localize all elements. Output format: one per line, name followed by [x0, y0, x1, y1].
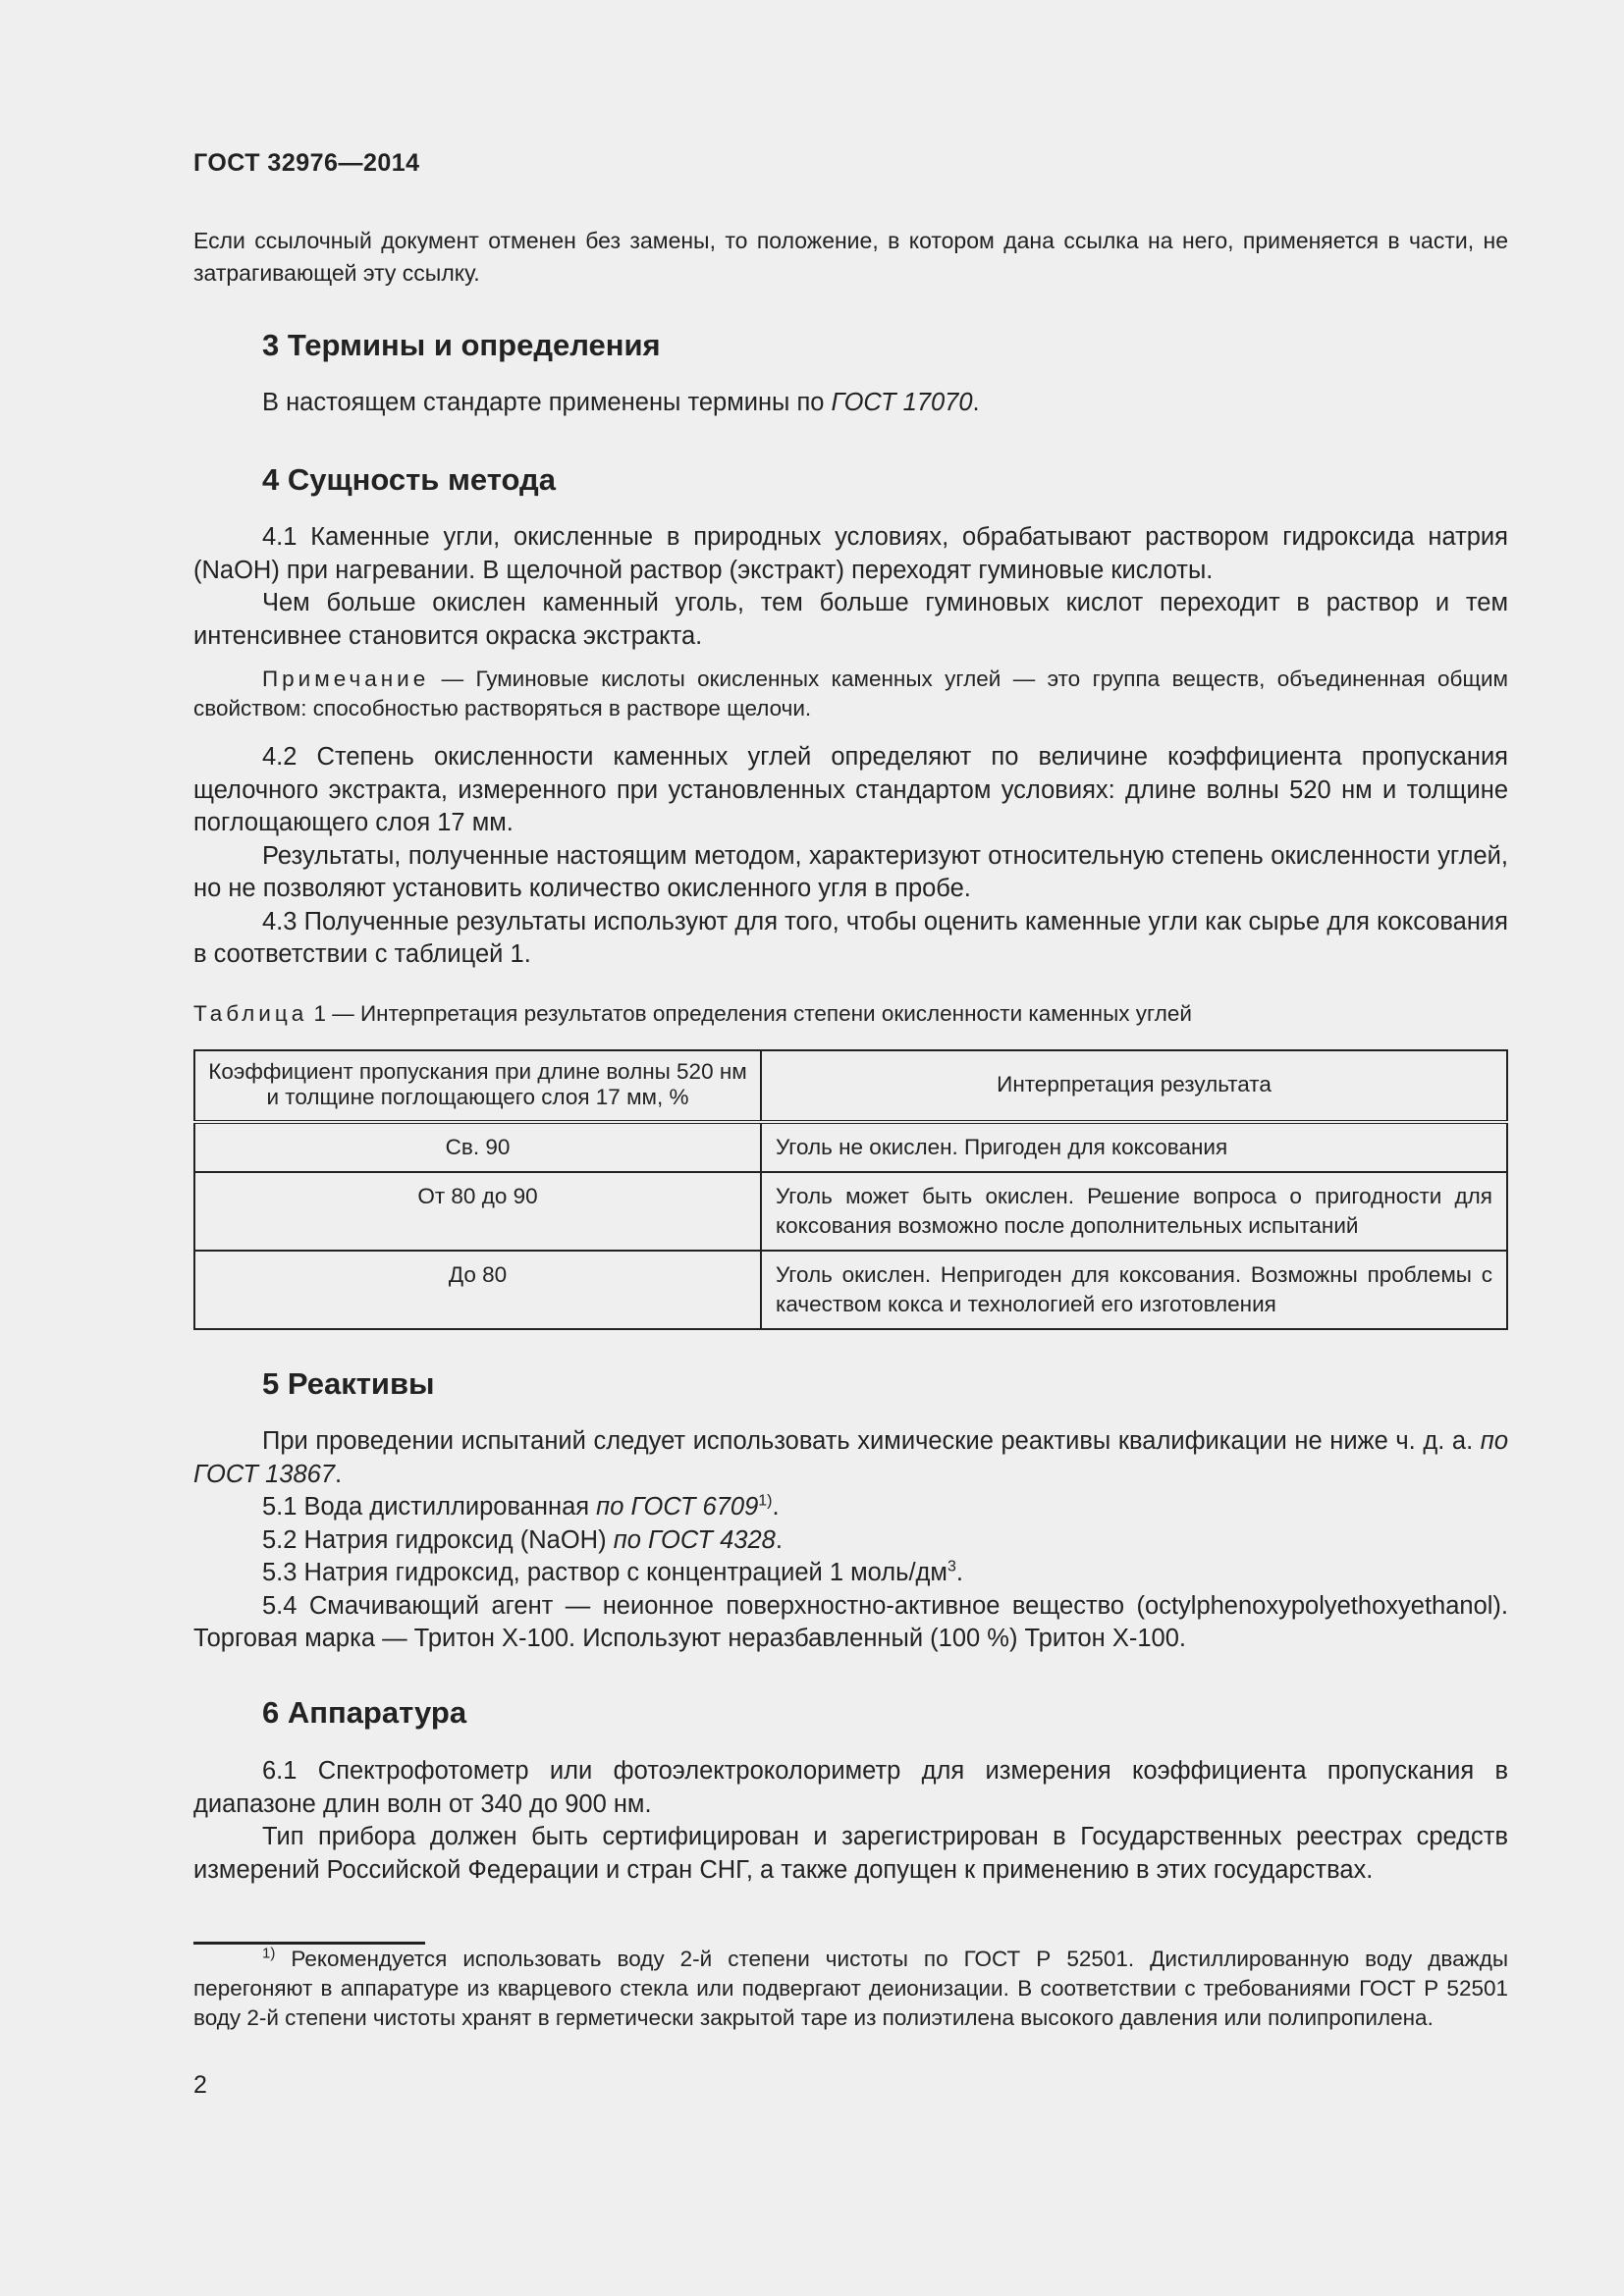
standard-header: ГОСТ 32976—2014 [193, 149, 420, 177]
paragraph-5-3: 5.3 Натрия гидроксид, раствор с концентрацией 1 моль/$дм^3$. [262, 1558, 963, 1586]
table-row [194, 1172, 1507, 1251]
table-cell-interp: Уголь не окислен. Пригоден для коксования [761, 1122, 1507, 1172]
note-label: Примечание [262, 667, 430, 691]
section-6-title: 6 Аппаратура [262, 1695, 467, 1730]
paragraph-6-1: 6.1 Спектрофотометр или фотоэлектроколориметр для измерения коэффициента пропускания в диапазоне длин волн от 340 до 900 нм. [193, 1757, 1508, 1818]
table-cell-value: Св. 90 [194, 1122, 761, 1172]
note: Примечание — Гуминовые кислоты окисленных каменных углей — это группа веществ, объединенная общим свойством: способностью растворяться в растворе щелочи. [193, 667, 1508, 721]
table-caption: Таблица 1 — Интерпретация результатов определения степени окисленности каменных углей [193, 1001, 1192, 1026]
paragraph-4-1: 4.1 Каменные угли, окисленные в природных условиях, обрабатывают раствором гидроксида натрия (NaOH) при нагревании. В щелочной раствор (экстракт) переходят гуминовые кислоты. [193, 523, 1508, 584]
section-5-title: 5 Реактивы [262, 1366, 435, 1401]
paragraph-5-0: При проведении испытаний следует использовать химические реактивы квалификации не ниже ч. д. а. по ГОСТ 13867. [193, 1427, 1508, 1488]
page-number: 2 [193, 2071, 207, 2099]
paragraph-4-1b: Чем больше окислен каменный уголь, тем больше гуминовых кислот переходит в раствор и тем интенсивнее становится окраска экстракта. [193, 589, 1508, 650]
table-header-col1: Коэффициент пропускания при длине волны 520 нм и толщине поглощающего слоя 17 мм, % [194, 1050, 761, 1122]
section-6-body [193, 1755, 1508, 1887]
section-3-paragraph: В настоящем стандарте применены термины по ГОСТ 17070. [262, 389, 980, 416]
paragraph-4-2: 4.2 Степень окисленности каменных углей определяют по величине коэффициента пропускания щелочного экстракта, измеренного при установленных стандартом условиях: длине волны 520 нм и толщине поглощающего слоя 17 мм. [193, 743, 1508, 836]
paragraph-5-2: 5.2 Натрия гидроксид (NaOH) по ГОСТ 4328. [262, 1525, 783, 1554]
paragraph-5-1: 5.1 Вода дистиллированная по ГОСТ 6709$^{1)}$. [262, 1492, 780, 1521]
paragraph-5-4: 5.4 Смачивающий агент — неионное поверхностно-активное вещество (octylphenoxypolyethoxyethanol). Торговая марка — Тритон Х-100. Используют неразбавленный (100 %) Тритон Х-100. [193, 1591, 1508, 1652]
paragraph-4-3: 4.3 Полученные результаты используют для того, чтобы оценить каменные угли как сырье для коксования в соответствии с таблицей 1. [193, 907, 1508, 968]
section-5-body [193, 1425, 1508, 1656]
paragraph-6-1b: Тип прибора должен быть сертифицирован и зарегистрирован в Государственных реестрах средств измерений Российской Федерации и стран СНГ, а также допущен к применению в этих государствах. [193, 1823, 1508, 1884]
section-4-body [193, 521, 1508, 653]
gost-17070-ref: ГОСТ 17070 [831, 389, 973, 416]
section-4-title: 4 Сущность метода [262, 462, 556, 497]
footnote: $^{1)}$ Рекомендуется использовать воду 2-й степени чистоты по ГОСТ Р 52501. Дистиллированную воду дважды перегоняют в аппаратуре из кварцевого стекла или подвергают деионизации. В соответствии с требованиями ГОСТ Р 52501 воду 2-й степени чистоты хранят в герметически закрытой таре из полиэтилена высокого давления или полипропилена. [193, 1945, 1508, 2030]
intro-paragraph: Если ссылочный документ отменен без замены, то положение, в котором дана ссылка на него, применяется в части, не затрагивающей эту ссылку. [193, 228, 1508, 286]
table-cell-value: От 80 до 90 [194, 1172, 761, 1251]
table-row [194, 1122, 1507, 1172]
table-header-col2: Интерпретация результата [761, 1050, 1507, 1122]
section-3-title: 3 Термины и определения [262, 328, 661, 362]
table-header-row [194, 1050, 1507, 1122]
footnote-mark: 1) [262, 1945, 276, 1962]
footnote-ref[interactable]: 1) [758, 1492, 773, 1510]
section-4-body-2 [193, 741, 1508, 972]
table-row [194, 1251, 1507, 1329]
table-cell-interp: Уголь окислен. Непригоден для коксования. Возможны проблемы с качеством кокса и технологией его изготовления [761, 1251, 1507, 1329]
paragraph-4-2b: Результаты, полученные настоящим методом, характеризуют относительную степень окисленности углей, но не позволяют установить количество окисленного угля в пробе. [193, 841, 1508, 902]
table-cell-interp: Уголь может быть окислен. Решение вопроса о пригодности для коксования возможно после дополнительных испытаний [761, 1172, 1507, 1251]
table-1 [193, 1049, 1508, 1330]
table-cell-value: До 80 [194, 1251, 761, 1329]
